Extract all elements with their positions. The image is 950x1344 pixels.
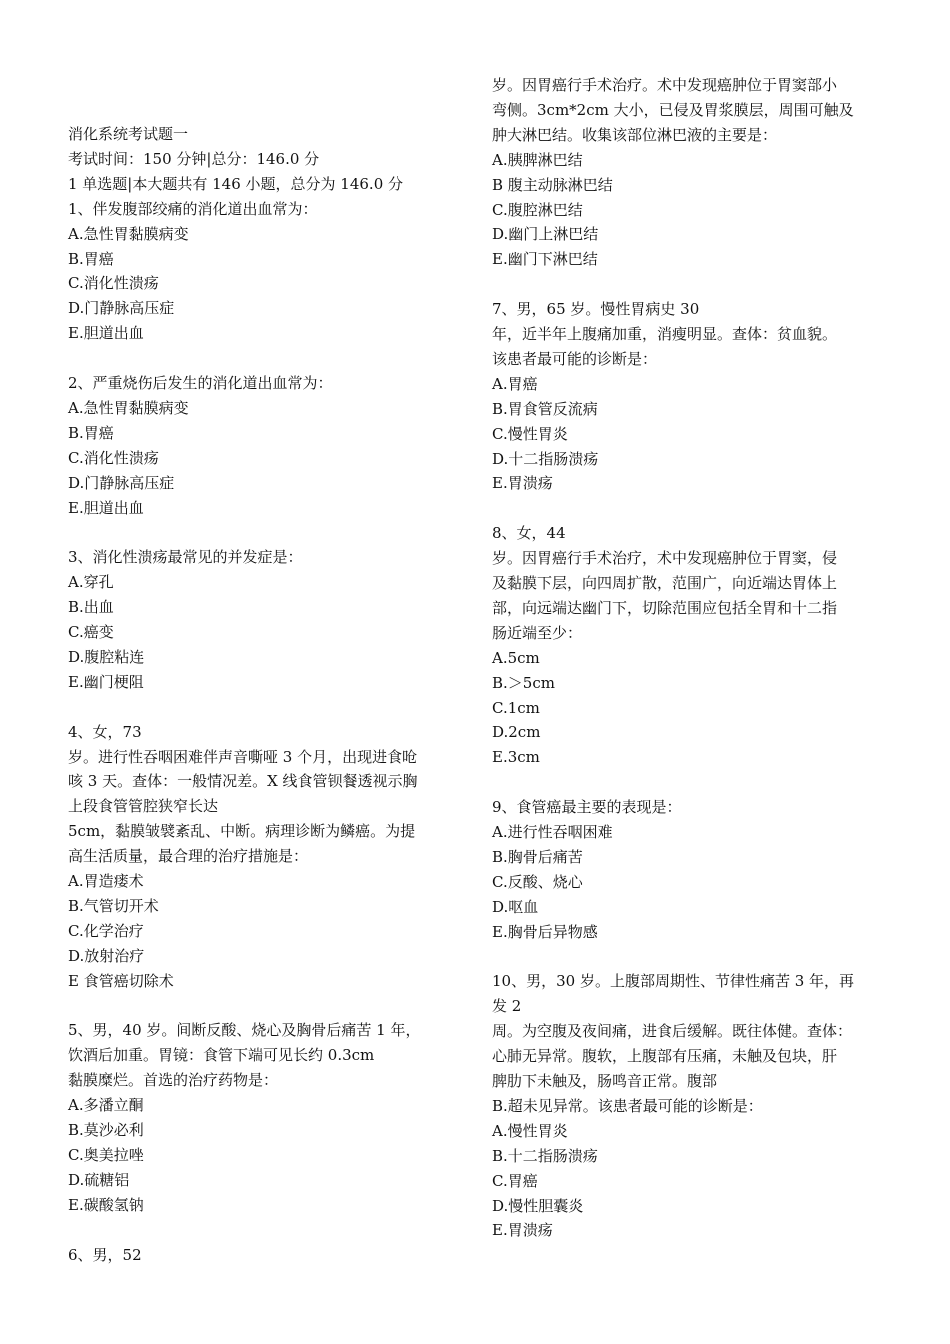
text-line: E.幽门梗阻 xyxy=(68,672,144,691)
text-line: 该患者最可能的诊断是： xyxy=(492,349,658,368)
text-line: D.腹腔粘连 xyxy=(68,647,145,666)
text-line: 5cm，黏膜皱襞紊乱、中断。病理诊断为鳞癌。为提 xyxy=(68,822,416,841)
text-line: A.胃造瘘术 xyxy=(68,872,144,890)
text-line: E.胆道出血 xyxy=(68,498,144,517)
text-line: B.莫沙必利 xyxy=(68,1121,144,1139)
text-line: C.反酸、烧心 xyxy=(492,872,583,891)
text-line: B.气管切开术 xyxy=(68,896,159,915)
text-line: C.癌变 xyxy=(68,623,114,641)
text-line: A.急性胃黏膜病变 xyxy=(68,224,189,243)
text-line: 9、食管癌最主要的表现是： xyxy=(492,798,682,817)
text-line: B.＞5cm xyxy=(492,673,555,692)
text-line: A.慢性胃炎 xyxy=(492,1121,568,1140)
text-line: E.3cm xyxy=(492,748,540,767)
text-line: B.胃食管反流病 xyxy=(492,399,598,418)
text-line: B.超未见异常。该患者最可能的诊断是： xyxy=(492,1096,763,1115)
text-line: C.慢性胃炎 xyxy=(492,424,568,443)
text-line: E.胃溃疡 xyxy=(492,474,553,493)
text-line: D.十二指肠溃疡 xyxy=(492,449,599,468)
text-line: C.奥美拉唑 xyxy=(68,1145,144,1164)
text-line: 8、女，44 xyxy=(492,524,566,543)
text-line: C.消化性溃疡 xyxy=(68,448,159,467)
text-line: D.呕血 xyxy=(492,897,539,916)
text-line: E 食管癌切除术 xyxy=(68,971,174,990)
text-line: B.十二指肠溃疡 xyxy=(492,1146,598,1165)
text-line: A.急性胃黏膜病变 xyxy=(68,398,189,417)
text-line: D.幽门上淋巴结 xyxy=(492,225,599,244)
text-line: 心肺无异常。腹软，上腹部有压痛，未触及包块，肝 xyxy=(492,1047,838,1066)
text-line: 年，近半年上腹痛加重，消瘦明显。查体：贫血貌。 xyxy=(492,325,838,343)
text-line: D.放射治疗 xyxy=(68,946,145,965)
text-line: A.胃癌 xyxy=(492,374,538,393)
text-line: A.5cm xyxy=(492,648,540,667)
text-line: D.慢性胆囊炎 xyxy=(492,1196,584,1215)
text-line: C.消化性溃疡 xyxy=(68,274,159,293)
text-line: 岁。因胃癌行手术治疗。术中发现癌肿位于胃窦部小 xyxy=(492,76,838,94)
text-line: 岁。因胃癌行手术治疗，术中发现癌肿位于胃窦，侵 xyxy=(492,549,838,568)
text-line: 10、男，30 岁。上腹部周期性、节律性痛苦 3 年，再 xyxy=(492,972,855,991)
text-line: 饮酒后加重。胃镜：食管下端可见长约 0.3cm xyxy=(68,1046,375,1065)
text-line: 考试时间：150 分钟|总分：146.0 分 xyxy=(68,149,320,168)
text-line: B.出血 xyxy=(68,598,114,617)
text-line: 及黏膜下层，向四周扩散，范围广，向近端达胃体上 xyxy=(492,574,838,592)
text-line: C.1cm xyxy=(492,698,540,717)
text-line: 黏膜糜烂。首选的治疗药物是： xyxy=(68,1071,279,1090)
text-line: E.幽门下淋巴结 xyxy=(492,250,598,269)
text-line: A.多潘立酮 xyxy=(68,1096,144,1115)
text-line: 6、男，52 xyxy=(68,1245,142,1264)
text-line: 4、女，73 xyxy=(68,722,142,741)
text-line: C.腹腔淋巴结 xyxy=(492,200,583,219)
text-line: D.门静脉高压症 xyxy=(68,299,175,318)
text-line: B.胃癌 xyxy=(68,423,114,442)
text-line: 弯侧。3cm*2cm 大小，已侵及胃浆膜层，周围可触及 xyxy=(492,100,854,119)
text-line: D.2cm xyxy=(492,723,541,742)
text-line: 7、男，65 岁。慢性胃病史 30 xyxy=(492,300,700,319)
text-line: 脾肋下未触及，肠鸣音正常。腹部 xyxy=(492,1072,718,1090)
text-line: A.穿孔 xyxy=(68,573,114,592)
text-line: E.碳酸氢钠 xyxy=(68,1195,144,1214)
text-line: 消化系统考试题一 xyxy=(68,125,189,143)
text-line: 发 2 xyxy=(492,997,522,1016)
text-line: D.门静脉高压症 xyxy=(68,473,175,492)
text-line: 肿大淋巴结。收集该部位淋巴液的主要是： xyxy=(492,125,778,144)
text-line: E.胆道出血 xyxy=(68,324,144,343)
text-line: E.胃溃疡 xyxy=(492,1221,553,1240)
text-line: 咳 3 天。查体：一般情况差。X 线食管钡餐透视示胸 xyxy=(68,772,418,791)
text-line: E.胸骨后异物感 xyxy=(492,922,598,941)
text-line: 1 单选题|本大题共有 146 小题，总分为 146.0 分 xyxy=(68,174,404,193)
text-line: 周。为空腹及夜间痛，进食后缓解。既往体健。查体： xyxy=(492,1022,853,1041)
text-line: B.胃癌 xyxy=(68,249,114,268)
text-line: D.硫糖铝 xyxy=(68,1170,130,1189)
text-line: 上段食管管腔狭窄长达 xyxy=(68,797,219,816)
text-line: 2、严重烧伤后发生的消化道出血常为： xyxy=(68,374,333,392)
text-line: 肠近端至少： xyxy=(492,623,583,642)
text-line: 高生活质量，最合理的治疗措施是： xyxy=(68,847,309,866)
text-line: B 腹主动脉淋巴结 xyxy=(492,175,613,194)
text-line: 岁。进行性吞咽困难伴声音嘶哑 3 个月，出现进食呛 xyxy=(68,747,418,766)
text-line: C.化学治疗 xyxy=(68,921,144,940)
text-line: 部，向远端达幽门下，切除范围应包括全胃和十二指 xyxy=(492,598,838,617)
text-line: 3、消化性溃疡最常见的并发症是： xyxy=(68,548,303,567)
text-line: C.胃癌 xyxy=(492,1171,538,1190)
text-line: 5、男，40 岁。间断反酸、烧心及胸骨后痛苦 1 年， xyxy=(68,1021,421,1040)
text-line: 1、伴发腹部绞痛的消化道出血常为： xyxy=(68,199,318,218)
text-line: A.进行性吞咽困难 xyxy=(492,823,613,841)
text-line: A.胰脾淋巴结 xyxy=(492,150,583,169)
text-line: B.胸骨后痛苦 xyxy=(492,847,583,866)
